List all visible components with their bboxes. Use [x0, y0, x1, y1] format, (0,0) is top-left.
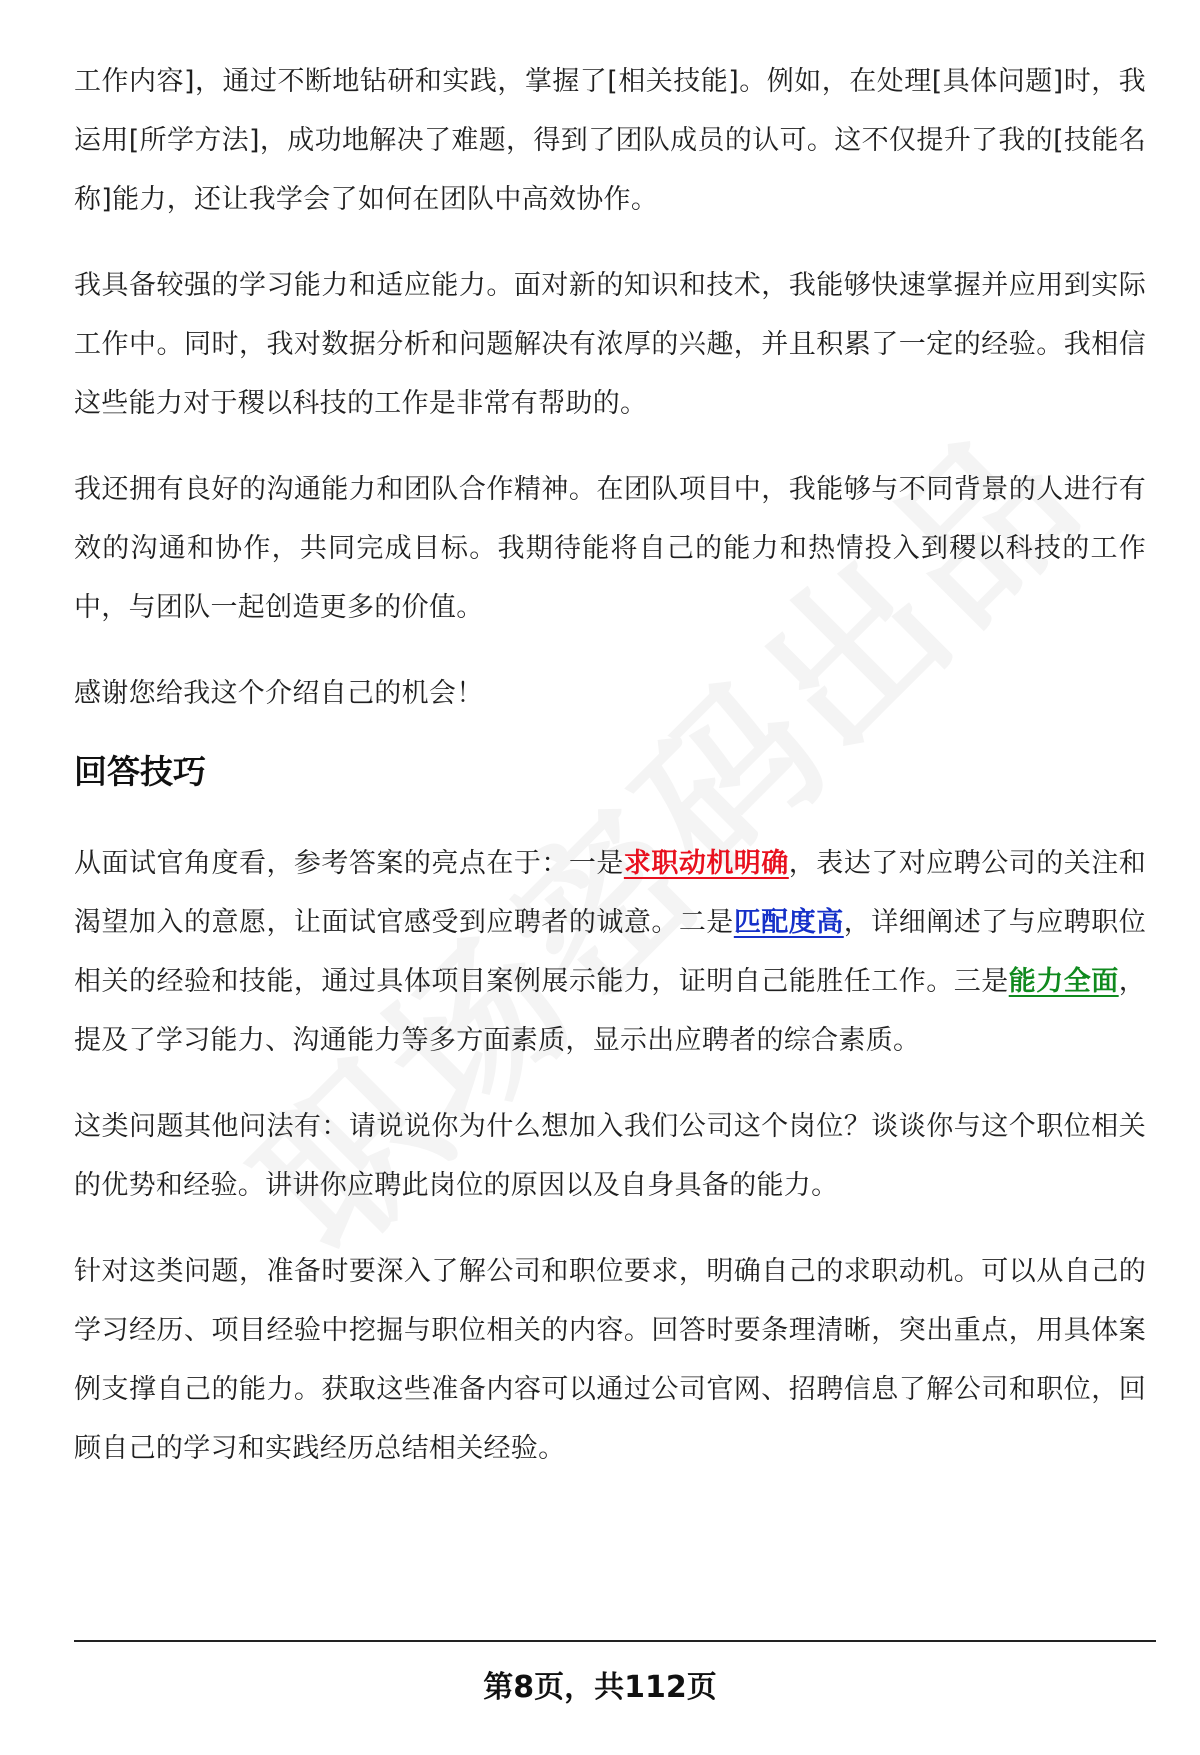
- tips-text-1: 从面试官角度看，参考答案的亮点在于：一是: [74, 848, 624, 879]
- paragraph-learning-ability: 我具备较强的学习能力和适应能力。面对新的知识和技术，我能够快速掌握并应用到实际工作中。同时，我对数据分析和问题解决有浓厚的兴趣，并且积累了一定的经验。我相信这些能力对于稷以科技的工作是非常有帮助的。: [74, 270, 1146, 419]
- highlight-ability: 能力全面: [1008, 966, 1119, 997]
- paragraph-thanks: 感谢您给我这个介绍自己的机会！: [74, 678, 484, 709]
- tips-text-3: ，详细阐述了与应聘职位相关的经验和技能，通过具体项目案例展示能力，证明自己能胜任工作。三是: [74, 907, 1146, 997]
- page-number: 第8页，共112页: [483, 1670, 717, 1705]
- highlight-match: 匹配度高: [733, 907, 844, 938]
- tips-text-2: ，表达了对应聘公司的关注和渴望加入的意愿，让面试官感受到应聘者的诚意。二是: [74, 848, 1146, 938]
- highlight-motivation: 求职动机明确: [623, 848, 789, 879]
- paragraph-work-experience: 工作内容]，通过不断地钻研和实践，掌握了[相关技能]。例如，在处理[具体问题]时，我运用[所学方法]，成功地解决了难题，得到了团队成员的认可。这不仅提升了我的[技能名称]能力，还让我学会了如何在团队中高效协作。: [74, 66, 1146, 215]
- paragraph-tips: [74, 834, 1146, 1070]
- footer-divider: [74, 1640, 1156, 1642]
- tips-text-4: ，提及了学习能力、沟通能力等多方面素质，显示出应聘者的综合素质。: [74, 966, 1146, 1056]
- section-heading: 回答技巧: [74, 752, 206, 791]
- paragraph-preparation: 针对这类问题，准备时要深入了解公司和职位要求，明确自己的求职动机。可以从自己的学习经历、项目经验中挖掘与职位相关的内容。回答时要条理清晰，突出重点，用具体案例支撑自己的能力。获取这些准备内容可以通过公司官网、招聘信息了解公司和职位，回顾自己的学习和实践经历总结相关经验。: [74, 1256, 1146, 1464]
- paragraph-alt-questions: 这类问题其他问法有：请说说你为什么想加入我们公司这个岗位？谈谈你与这个职位相关的优势和经验。讲讲你应聘此岗位的原因以及自身具备的能力。: [74, 1111, 1146, 1201]
- paragraph-communication: 我还拥有良好的沟通能力和团队合作精神。在团队项目中，我能够与不同背景的人进行有效的沟通和协作，共同完成目标。我期待能将自己的能力和热情投入到稷以科技的工作中，与团队一起创造更多的价值。: [74, 474, 1146, 623]
- document-body: [74, 52, 1146, 1505]
